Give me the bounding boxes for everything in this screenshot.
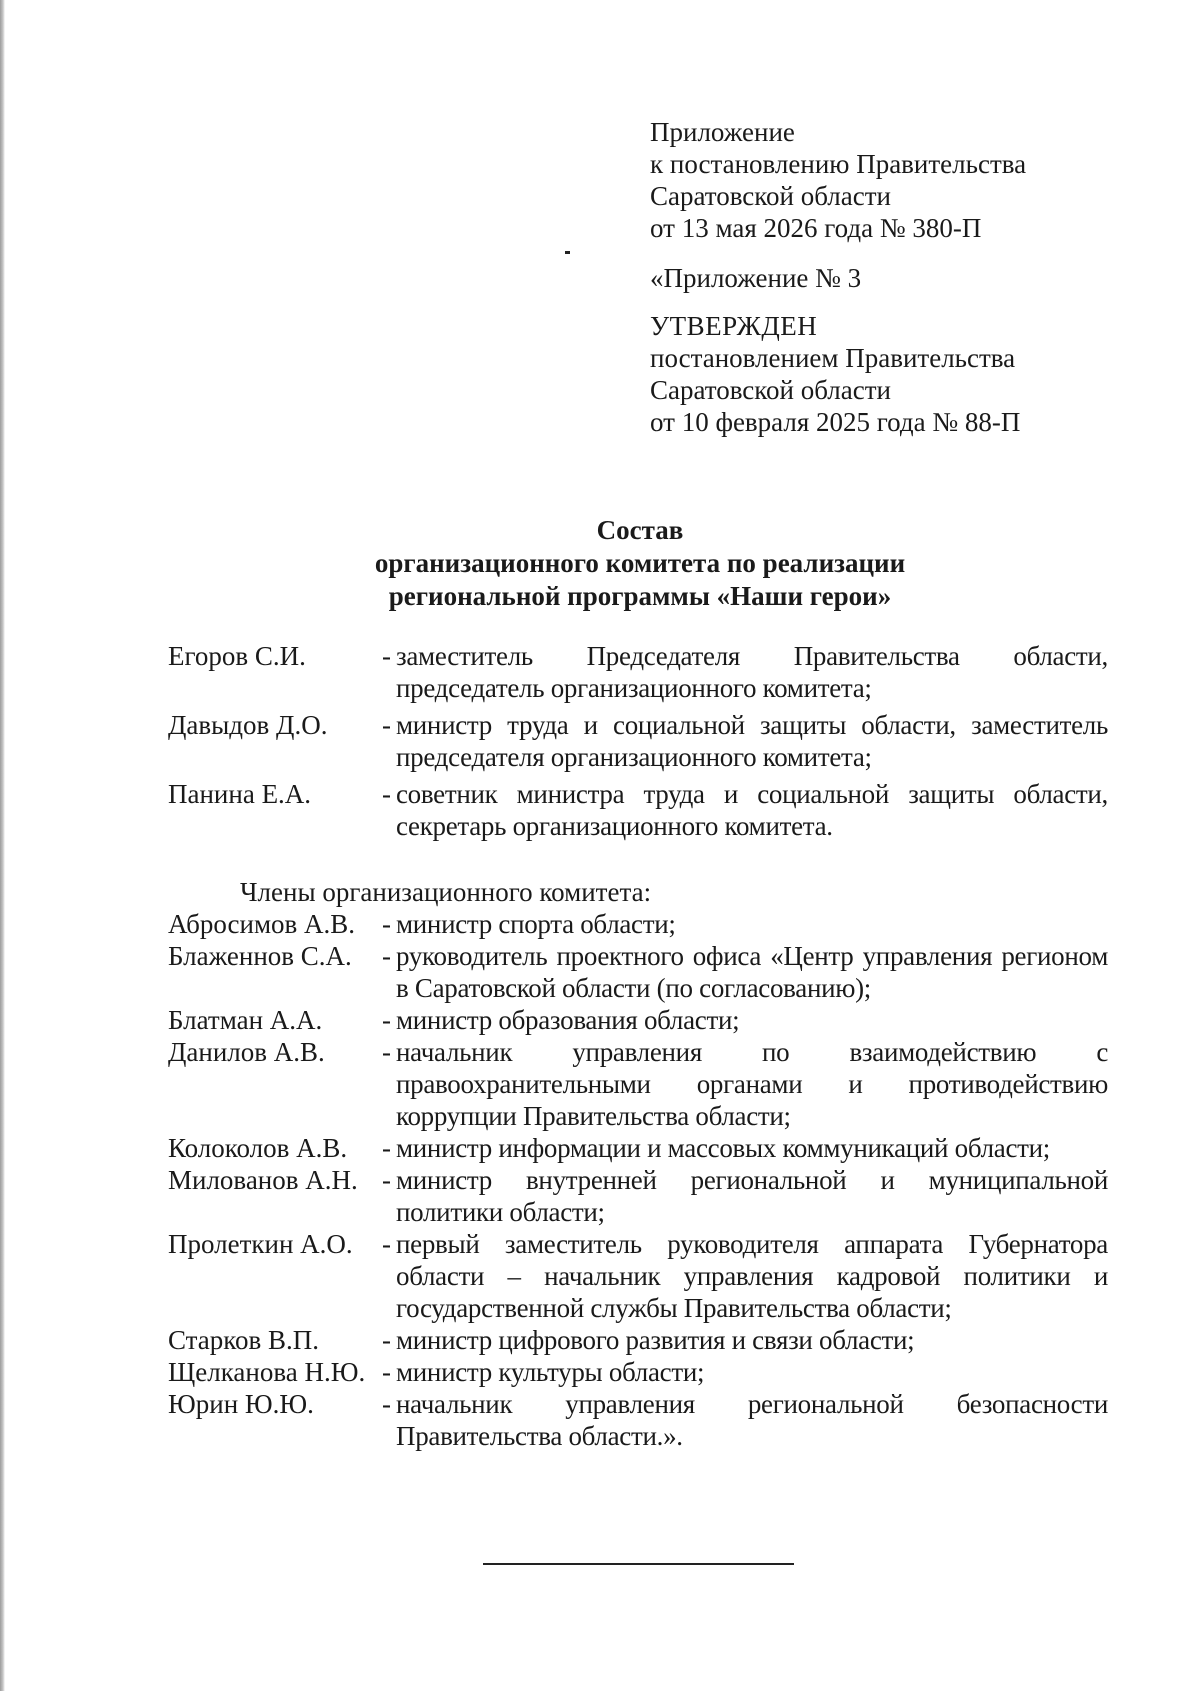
member-role: советник министра труда и социальной защиты области, секретарь организационного комитета. xyxy=(396,779,1108,841)
member-role: министр труда и социальной защиты области, заместитель председателя организационного комитета; xyxy=(396,710,1108,772)
member-role: начальник управления по взаимодействию с правоохранительными органами и противодействию коррупции Правительства области; xyxy=(396,1037,1108,1131)
member-name: Колоколов А.В. xyxy=(168,1133,348,1163)
member-row xyxy=(168,1004,1108,1036)
member-role: руководитель проектного офиса «Центр управления регионом в Саратовской области (по согласованию); xyxy=(396,941,1108,1003)
member-row xyxy=(168,908,1108,940)
member-name: Старков В.П. xyxy=(168,1325,320,1355)
member-name: Егоров С.И. xyxy=(168,641,306,671)
member-row xyxy=(168,1388,1108,1452)
leader-row xyxy=(168,709,1108,773)
member-row xyxy=(168,1164,1108,1228)
member-row xyxy=(168,1036,1108,1132)
dash: - xyxy=(382,1325,391,1355)
dash: - xyxy=(382,909,391,939)
closing-rule xyxy=(483,1563,794,1565)
dash: - xyxy=(382,641,391,671)
member-role: заместитель Председателя Правительства области, председатель организационного комитета; xyxy=(396,641,1108,703)
dash: - xyxy=(382,710,391,740)
appendix-number: «Приложение № 3 xyxy=(650,263,862,293)
title-line: организационного комитета по реализации xyxy=(374,548,906,578)
appendix-block xyxy=(650,116,1090,438)
dash: - xyxy=(382,941,391,971)
member-row xyxy=(168,1324,1108,1356)
leader-row xyxy=(168,778,1108,842)
scan-speck xyxy=(565,251,570,254)
leader-row xyxy=(168,640,1108,704)
member-row xyxy=(168,1356,1108,1388)
appendix-line: Приложение xyxy=(650,117,795,147)
dash: - xyxy=(382,1165,391,1195)
dash: - xyxy=(382,1037,391,1067)
approved-line: Саратовской области xyxy=(650,375,891,405)
dash: - xyxy=(382,1357,391,1387)
member-name: Давыдов Д.О. xyxy=(168,710,328,740)
member-role: министр культуры области; xyxy=(396,1357,705,1387)
member-name: Блаженнов С.А. xyxy=(168,941,352,971)
member-name: Панина Е.А. xyxy=(168,779,312,809)
members-heading: Члены организационного комитета: xyxy=(240,877,652,907)
scan-edge xyxy=(0,0,5,1691)
member-role: министр образования области; xyxy=(396,1005,740,1035)
member-row xyxy=(168,1228,1108,1324)
dash: - xyxy=(382,779,391,809)
member-role: министр спорта области; xyxy=(396,909,676,939)
member-role: министр цифрового развития и связи области; xyxy=(396,1325,915,1355)
dash: - xyxy=(382,1133,391,1163)
appendix-date-line: от 13 мая 2026 года № 380-П xyxy=(650,213,982,243)
member-row xyxy=(168,1132,1108,1164)
member-role: министр внутренней региональной и муниципальной политики области; xyxy=(396,1165,1108,1227)
member-role: министр информации и массовых коммуникаций области; xyxy=(396,1133,1051,1163)
document-title xyxy=(300,514,980,613)
appendix-line: Саратовской области xyxy=(650,181,891,211)
approved-date-line: от 10 февраля 2025 года № 88-П xyxy=(650,407,1021,437)
member-name: Юрин Ю.Ю. xyxy=(168,1389,314,1419)
member-name: Пролеткин А.О. xyxy=(168,1229,353,1259)
dash: - xyxy=(382,1005,391,1035)
title-line: региональной программы «Наши герои» xyxy=(388,581,892,611)
dash: - xyxy=(382,1229,391,1259)
member-name: Блатман А.А. xyxy=(168,1005,323,1035)
title-line: Состав xyxy=(596,515,684,545)
approved-heading: УТВЕРЖДЕН xyxy=(650,311,818,341)
member-name: Данилов А.В. xyxy=(168,1037,325,1067)
appendix-line: к постановлению Правительства xyxy=(650,149,1027,179)
member-name: Абросимов А.В. xyxy=(168,909,356,939)
dash: - xyxy=(382,1389,391,1419)
approved-line: постановлением Правительства xyxy=(650,343,1016,373)
committee-roster xyxy=(168,640,1108,1452)
member-name: Щелканова Н.Ю. xyxy=(168,1357,366,1387)
member-role: начальник управления региональной безопасности Правительства области.». xyxy=(396,1389,1108,1451)
member-role: первый заместитель руководителя аппарата Губернатора области – начальник управления кадровой политики и государственной службы Правительства области; xyxy=(396,1229,1108,1323)
member-name: Милованов А.Н. xyxy=(168,1165,358,1195)
member-row xyxy=(168,940,1108,1004)
